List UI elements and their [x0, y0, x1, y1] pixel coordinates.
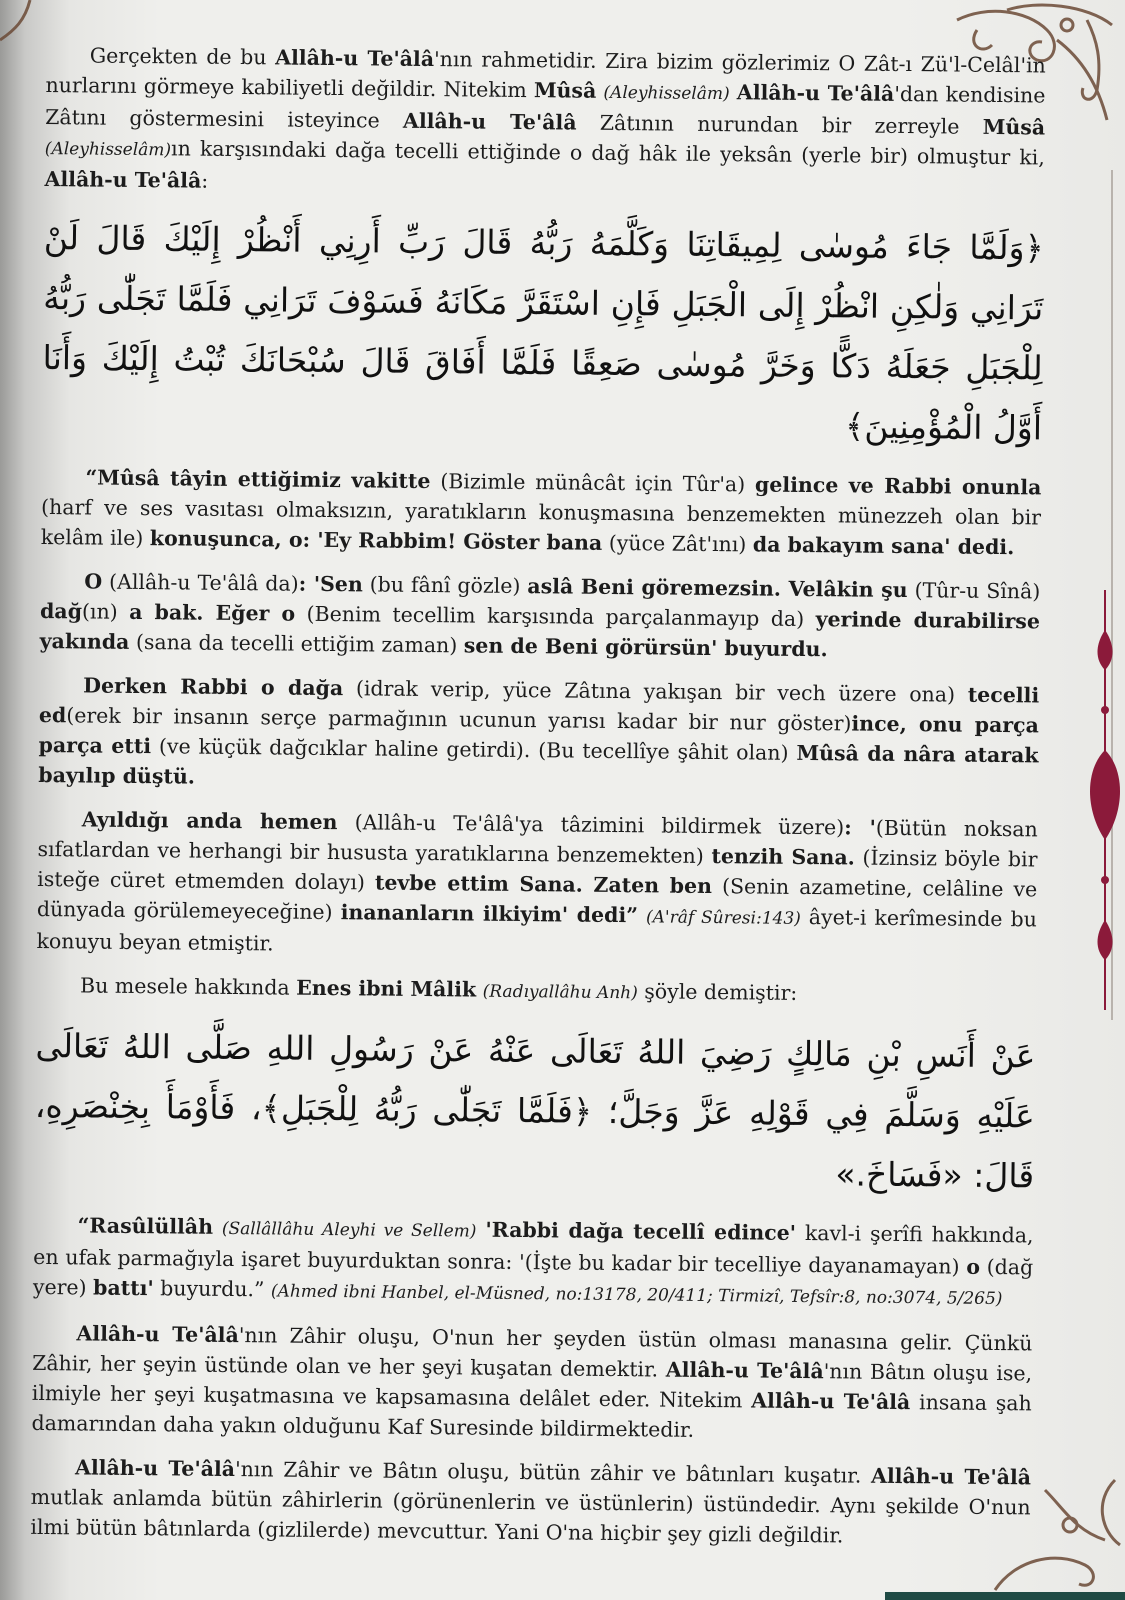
text: Gerçekten de bu — [89, 43, 276, 70]
italic-text: (Sallâllâhu Aleyhi ve Sellem) — [221, 1218, 477, 1242]
text: (Allâh-u Te'âlâ'ya tâzimini bildirmek üzere) — [337, 810, 845, 840]
bold-text: Ayıldığı anda hemen — [81, 807, 338, 835]
bold-text: Mûsâ — [533, 78, 597, 103]
bold-text: yerinde durabilirse yakında — [39, 607, 1041, 654]
bold-text: Enes ibni Mâlik — [296, 975, 477, 1002]
bold-text: Allâh-u Te'âlâ — [665, 1357, 824, 1384]
text: (bu fânî gözle) — [362, 572, 528, 599]
bold-text: Allâh-u Te'âlâ — [275, 45, 435, 72]
bold-text: Allâh-u Te'âlâ — [74, 1455, 236, 1482]
bold-text: “Rasûlüllâh — [77, 1213, 214, 1239]
text: 'nın rahmetidir. Zira bizim gözlerimiz O Zât-ı Zü'l-Celâl'in nurlarını görmeye kabiliyetli değildir. Nitekim — [45, 47, 1046, 103]
text: (yüce Zât'ını) — [602, 530, 753, 557]
text: kavl-i şerîfi hakkında, en ufak parmağıyla işaret buyurduktan sonra: '(İşte bu kadar bir tecelliye dayanamayan) — [33, 1220, 1034, 1279]
text: 'dan kendisine Zâtını göstermesini isteyince — [45, 81, 1046, 133]
bold-text: gelince ve Rabbi onunla — [754, 472, 1042, 500]
text: (Benim tecellim karşısında parçalanmayıp da) — [295, 601, 816, 632]
text: (Bütün noksan sıfatlardan ve herhangi bir hususta yaratıklarına benzemekten) — [37, 815, 1038, 869]
citation: (Ahmed ibni Hanbel, el-Müsned, no:13178, 20/411; Tirmizî, Tefsîr:8, no:3074, 5/265) — [270, 1281, 1003, 1310]
paragraph-3 — [40, 566, 1041, 666]
paragraph-2 — [41, 462, 1042, 562]
top-left-ornament-icon — [0, 0, 50, 50]
bold-text: O — [84, 569, 103, 594]
bold-text: Derken Rabbi o dağa — [83, 673, 344, 701]
bold-text: Allâh-u Te'âlâ — [736, 80, 895, 106]
paragraph-7 — [33, 1210, 1034, 1314]
text: 'nın Zâhir oluşu, O'nun her şeyden üstün olması manasına gelir. Çünkü Zâhir, her şeyin üstünde olan ve her şeyi kuşatan demektir. — [32, 1323, 1033, 1382]
vertical-ornamental-divider-icon — [1085, 590, 1125, 1010]
corner-color-bar — [885, 1592, 1125, 1600]
text: ın karşısındaki dağa tecelli ettiğinde o dağ hâk ile yeksân (yerle bir) olmuştur ki, — [170, 136, 1045, 170]
bold-text: o — [966, 1254, 981, 1279]
bold-text: Allâh-u Te'âlâ — [76, 1321, 239, 1348]
text: (harf ve ses vasıtası olmaksızın, yaratıkların konuşmasına benzemekten münezzeh olan bir kelâm ile) — [40, 494, 1042, 551]
paragraph-6 — [36, 970, 1036, 1012]
text: (erek bir insanın serçe parmağının ucunun yarısı kadar bir nur göster) — [66, 703, 852, 736]
bold-text: sen de Beni görürsün' buyurdu. — [463, 633, 828, 662]
paragraph-8 — [31, 1318, 1032, 1448]
bold-text: Allâh-u Te'âlâ — [870, 1463, 1032, 1490]
bold-text: : 'Sen — [298, 571, 363, 597]
main-text — [30, 40, 1046, 1566]
arabic-hadith: عَنْ أَنَسِ بْنِ مَالِكٍ رَضِيَ اللهُ تَعَالَى عَنْهُ عَنْ رَسُولِ اللهِ صَلَّى اللهُ تَعَالَى عَلَيْهِ وَسَلَّمَ فِي قَوْلِهِ عَزَّ وَجَلَّ؛ ﴿فَلَمَّا تَجَلّٰى رَبُّهُ لِلْجَبَلِ﴾، فَأَوْمَأَ بِخِنْصَرِهِ، قَالَ: «فَسَاخَ.» — [34, 1025, 1036, 1196]
paragraph-4 — [38, 670, 1039, 800]
arabic-verse: ﴿وَلَمَّا جَاءَ مُوسٰى لِمِيقَاتِنَا وَكَلَّمَهُ رَبُّهُ قَالَ رَبِّ أَرِنِي أَنْظُرْ إِلَيْكَ قَالَ لَنْ تَرَانِي وَلٰكِنِ انْظُرْ إِلَى الْجَبَلِ فَإِنِ اسْتَقَرَّ مَكَانَهُ فَسَوْفَ تَرَانِي فَلَمَّا تَجَلّٰى رَبُّهُ لِلْجَبَلِ جَعَلَهُ دَكًّا وَخَرَّ مُوسٰى صَعِقًا فَلَمَّا أَفَاقَ قَالَ سُبْحَانَكَ تُبْتُ إِلَيْكَ وَأَنَا أَوَّلُ الْمُؤْمِنِينَ﴾ — [42, 217, 1045, 448]
italic-text: (Aleyhisselâm) — [603, 82, 730, 105]
text: Bu mesele hakkında — [79, 973, 297, 1000]
text: 'nın Bâtın oluşu ise, ilmiyle her şeyi kuşatmasına ve kapsamasına delâlet eder. Nitekim — [31, 1359, 1033, 1413]
bold-text: konuşunca, o: 'Ey Rabbim! Göster bana — [149, 526, 603, 555]
bold-text: inananların ilkiyim' dedi” — [340, 900, 639, 928]
bold-text: “Mûsâ tâyin ettiğimiz vakitte — [85, 465, 431, 494]
text: 'nın Zâhir ve Bâtın oluşu, bütün zâhir ve bâtınları kuşatır. — [234, 1457, 872, 1488]
text: insana şah damarından daha yakın olduğunu Kaf Suresinde bildirmektedir. — [31, 1390, 1032, 1442]
text: âyet-i kerîmesinde bu konuyu beyan etmiştir. — [36, 904, 1037, 956]
text: (Senin azametine, celâline ve dünyada görülemeyeceğine) — [36, 874, 1038, 925]
bold-text: Allâh-u Te'âlâ — [751, 1388, 911, 1415]
paragraph-1 — [44, 40, 1046, 204]
bold-text: a bak. Eğer o — [129, 599, 296, 626]
bold-text: Allâh-u Te'âlâ — [44, 166, 202, 193]
bold-text: ince, onu parça parça etti — [38, 711, 1040, 759]
text: Zâtının nurundan bir zerreyle — [576, 110, 983, 139]
bold-text: Allâh-u Te'âlâ — [402, 108, 577, 135]
text: (Allâh-u Te'âlâ da) — [102, 569, 299, 596]
text: (dağ yere) — [32, 1254, 1034, 1300]
italic-text: (Radıyallâhu Anh) — [482, 981, 638, 1004]
bold-text: tecelli ed — [38, 682, 1040, 728]
text: (Bizimle münâcât için Tûr'a) — [430, 469, 756, 497]
bold-text: aslâ Beni göremezsin. Velâkin şu — [527, 574, 908, 603]
text: (İzinsiz böyle bir isteğe cüret etmemden dolayı) — [37, 845, 1038, 895]
text: (idrak verip, yüce Zâtına yakışan bir vech üzere ona) — [343, 676, 968, 707]
bold-text: battı' — [92, 1275, 154, 1301]
bold-text: tevbe ettim Sana. Zaten ben — [374, 870, 713, 899]
italic-text: (A'râf Sûresi:143) — [645, 907, 801, 929]
text: (ın) — [81, 599, 130, 624]
bold-text: da bakayım sana' dedi. — [752, 532, 1015, 560]
bold-text: tenzih Sana. — [711, 844, 855, 870]
text: mutlak anlamda bütün zâhirlerin (görünenlerin ve üstünlerin) üstündedir. Aynı şekilde O'nun ilmi bütün bâtınlarda (gizlilerde) mevcuttur. Yani O'na hiçbir şey gizli değildir. — [30, 1484, 1031, 1548]
text: (sana da tecelli ettiğim zaman) — [129, 629, 464, 658]
bold-text: : ' — [844, 815, 876, 840]
bold-text: Mûsâ da nâra atarak bayılıp düştü. — [38, 740, 1039, 789]
paragraph-5 — [36, 804, 1038, 966]
bold-text: dağ — [39, 598, 83, 624]
paragraph-9 — [30, 1452, 1031, 1552]
bold-text: 'Rabbi dağa tecellî edince' — [485, 1217, 797, 1245]
text: (Tûr-u Sînâ) — [907, 578, 1041, 604]
text: (ve küçük dağcıklar haline getirdi). (Bu tecellîye şâhit olan) — [150, 734, 797, 765]
bold-text: Mûsâ — [982, 114, 1046, 140]
text: buyurdu.” — [153, 1276, 272, 1302]
text: şöyle demiştir: — [637, 979, 798, 1005]
italic-text: (Aleyhisselâm) — [44, 138, 172, 161]
text: : — [201, 168, 209, 193]
